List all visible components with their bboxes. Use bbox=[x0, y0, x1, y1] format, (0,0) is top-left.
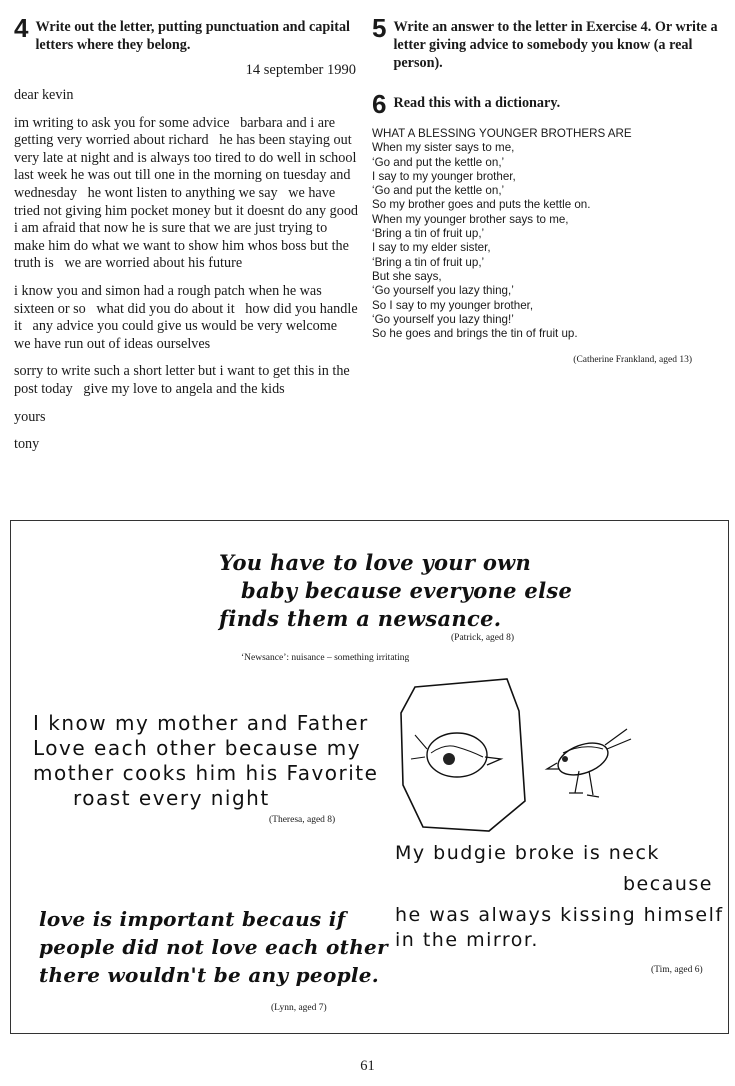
poem-line: When my younger brother says to me, bbox=[372, 212, 569, 226]
lynn-credit: (Lynn, aged 7) bbox=[271, 1003, 327, 1013]
exercise-instruction: Read this with a dictionary. bbox=[393, 95, 561, 111]
budgie-drawing bbox=[397, 673, 637, 839]
letter-signature: tony bbox=[14, 436, 40, 453]
poem-line: ‘Go yourself you lazy thing!’ bbox=[372, 312, 514, 326]
poem-line: ‘Go and put the kettle on,’ bbox=[372, 184, 505, 198]
quote-line: baby because everyone else bbox=[241, 578, 573, 603]
letter-body bbox=[14, 87, 369, 454]
mirror-frame bbox=[401, 679, 525, 831]
exercise-instruction: Write out the letter, putting punctuation and capital letters where they belong. bbox=[35, 19, 350, 53]
children-quotes-box bbox=[10, 520, 729, 1034]
tim-credit: (Tim, aged 6) bbox=[651, 965, 703, 975]
exercise-number: 4 bbox=[14, 13, 29, 43]
letter-paragraph: sorry to write such a short letter but i want to get this in the post today give my love to angela and the kids bbox=[14, 363, 354, 397]
quote-line: people did not love each other bbox=[39, 935, 388, 959]
poem-line: ‘Bring a tin of fruit up,’ bbox=[372, 227, 485, 241]
poem-line: When my sister says to me, bbox=[372, 141, 515, 155]
quote-line: roast every night bbox=[73, 786, 270, 810]
quote-line: finds them a newsance. bbox=[219, 606, 502, 631]
exercise-number: 6 bbox=[372, 89, 387, 119]
poem bbox=[372, 127, 728, 341]
tim-quote bbox=[395, 841, 724, 953]
quote-line: in the mirror. bbox=[395, 929, 539, 951]
letter-paragraph: im writing to ask you for some advice barbara and i are getting very worried about richard he has been staying out very late at night and is always too tired to do well in school last week he was out till one in the morning on tuesday and wednesday he wont listen to anything we say we have tried not giving him pocket money but it doesnt do any good i am afraid that now he is sure that we are just trying to make him do what we want to show him whos boss but the truth is we are worried about his future bbox=[14, 114, 369, 272]
quote-line: I know my mother and Father bbox=[33, 711, 369, 735]
theresa-quote bbox=[33, 711, 378, 811]
quote-line: My budgie broke is neck bbox=[395, 842, 660, 864]
poem-line: So my brother goes and puts the kettle on. bbox=[372, 198, 591, 212]
poem-title: WHAT A BLESSING YOUNGER BROTHERS ARE bbox=[372, 127, 632, 140]
patrick-credit: (Patrick, aged 8) bbox=[451, 633, 515, 643]
lynn-quote bbox=[39, 905, 388, 989]
quote-line: love is important becaus if bbox=[39, 907, 346, 931]
budgie-reflection bbox=[411, 733, 501, 777]
quote-line: there wouldn't be any people. bbox=[39, 963, 380, 987]
exercise-6-heading bbox=[372, 89, 728, 119]
poem-line: ‘Bring a tin of fruit up,’ bbox=[372, 255, 485, 269]
poem-line: So he goes and brings the tin of fruit up. bbox=[372, 327, 578, 341]
poem-line: But she says, bbox=[372, 269, 442, 283]
poem-line: I say to my elder sister, bbox=[372, 241, 491, 255]
quote-line: mother cooks him his Favorite bbox=[33, 761, 379, 785]
quote-line: he was always kissing himself bbox=[395, 904, 724, 926]
newsance-note: ‘Newsance’: nuisance – something irritating bbox=[241, 653, 410, 663]
exercises-5-6 bbox=[370, 0, 728, 365]
letter-closing: yours bbox=[14, 408, 46, 425]
poem-credit: (Catherine Frankland, aged 13) bbox=[573, 355, 692, 366]
exercise-5-heading bbox=[372, 13, 728, 72]
letter-date: 14 september 1990 bbox=[245, 62, 356, 78]
poem-line: ‘Go and put the kettle on,’ bbox=[372, 155, 505, 169]
exercise-number: 5 bbox=[372, 13, 387, 43]
budgie bbox=[547, 729, 631, 797]
letter-paragraph: i know you and simon had a rough patch when he was sixteen or so what did you do about it how did you handle it any advice you could give us would be very welcome we have run out of ideas ourselves bbox=[14, 282, 362, 352]
quote-line: because bbox=[623, 873, 713, 895]
exercise-4 bbox=[0, 0, 369, 454]
letter-greeting: dear kevin bbox=[14, 87, 74, 103]
quote-line: Love each other because my bbox=[33, 736, 362, 760]
patrick-quote bbox=[219, 549, 572, 633]
poem-line: I say to my younger brother, bbox=[372, 169, 516, 183]
exercise-instruction: Write an answer to the letter in Exercise 4. Or write a letter giving advice to somebody you know (a real person). bbox=[393, 19, 718, 71]
page-number: 61 bbox=[360, 1058, 375, 1074]
exercise-4-heading bbox=[14, 13, 360, 54]
poem-line: ‘Go yourself you lazy thing,’ bbox=[372, 284, 514, 298]
poem-line: So I say to my younger brother, bbox=[372, 298, 534, 312]
theresa-credit: (Theresa, aged 8) bbox=[269, 815, 336, 825]
quote-line: You have to love your own bbox=[219, 550, 532, 575]
